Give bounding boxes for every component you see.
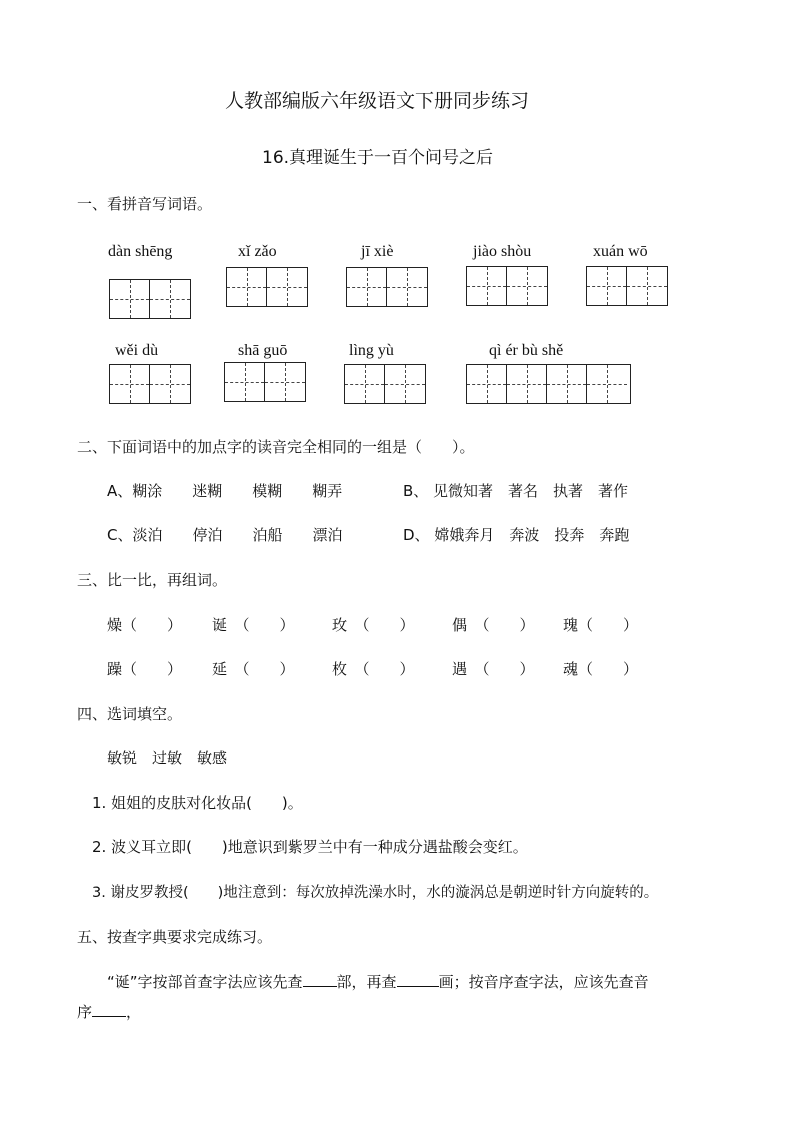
lesson-title: 16.真理诞生于一百个问号之后 — [262, 148, 494, 168]
word-pair-item[interactable]: 躁（ ） — [107, 660, 183, 678]
answer-blank[interactable] — [397, 972, 439, 987]
question-1[interactable]: 1. 姐姐的皮肤对化妆品( )。 — [92, 794, 303, 812]
pinyin-label: xǐ zǎo — [238, 243, 277, 260]
writing-grid[interactable] — [109, 279, 191, 319]
option-b[interactable]: B、 见微知著 著名 执著 著作 — [403, 482, 629, 500]
pinyin-label: shā guō — [238, 342, 288, 359]
section4-heading: 四、选词填空。 — [77, 705, 183, 723]
writing-grid[interactable] — [224, 362, 306, 402]
dictionary-question-line-2 — [77, 1001, 141, 1022]
word-pair-item[interactable]: 诞 （ ） — [212, 616, 295, 634]
writing-grid[interactable] — [344, 364, 426, 404]
word-pair-item[interactable]: 枚 （ ） — [332, 660, 415, 678]
section3-heading: 三、比一比，再组词。 — [77, 571, 228, 589]
question-text: “诞”字按部首查字法应该先查 — [107, 973, 303, 991]
answer-blank[interactable] — [303, 972, 337, 987]
section5-heading: 五、按查字典要求完成练习。 — [77, 928, 273, 946]
pinyin-label: lìng yù — [349, 342, 394, 359]
option-d[interactable]: D、 嫦娥奔月 奔波 投奔 奔跑 — [403, 526, 630, 544]
question-text: 画；按音序查字法，应该先查音 — [438, 973, 649, 991]
pinyin-label: xuán wō — [593, 243, 648, 260]
word-pair-item[interactable]: 玫 （ ） — [332, 616, 415, 634]
writing-grid[interactable] — [586, 266, 668, 306]
word-pair-item[interactable]: 延 （ ） — [212, 660, 295, 678]
section1-heading: 一、看拼音写词语。 — [77, 195, 213, 213]
pinyin-label: dàn shēng — [108, 243, 173, 260]
word-pair-item[interactable]: 魂（ ） — [563, 660, 639, 678]
answer-blank[interactable] — [92, 1002, 126, 1017]
section2-heading: 二、下面词语中的加点字的读音完全相同的一组是（ ）。 — [77, 438, 475, 456]
option-c[interactable]: C、淡泊 停泊 泊船 漂泊 — [107, 526, 343, 544]
word-pair-item[interactable]: 偶 （ ） — [452, 616, 535, 634]
pinyin-label: jī xiè — [361, 243, 394, 260]
option-a[interactable]: A、糊涂 迷糊 模糊 糊弄 — [107, 482, 343, 500]
pinyin-label: wěi dù — [115, 342, 159, 359]
writing-grid[interactable] — [466, 266, 548, 306]
question-text: ， — [126, 1003, 142, 1021]
writing-grid[interactable] — [109, 364, 191, 404]
page-title: 人教部编版六年级语文下册同步练习 — [225, 90, 530, 112]
pinyin-label: qì ér bù shě — [489, 342, 564, 359]
question-3[interactable]: 3. 谢皮罗教授( )地注意到：每次放掉洗澡水时，水的漩涡总是朝逆时针方向旋转的。 — [92, 885, 659, 901]
dictionary-question-line-1 — [107, 971, 649, 992]
question-2[interactable]: 2. 波义耳立即( )地意识到紫罗兰中有一种成分遇盐酸会变红。 — [92, 838, 528, 856]
word-pair-item[interactable]: 瑰（ ） — [563, 616, 639, 634]
writing-grid[interactable] — [226, 267, 308, 307]
writing-grid[interactable] — [466, 364, 631, 404]
writing-grid[interactable] — [346, 267, 428, 307]
question-text: 部，再查 — [336, 973, 397, 991]
question-text: 序 — [77, 1003, 93, 1021]
word-bank: 敏锐 过敏 敏感 — [107, 749, 228, 767]
word-pair-item[interactable]: 遇 （ ） — [452, 660, 535, 678]
word-pair-item[interactable]: 燥（ ） — [107, 616, 183, 634]
pinyin-label: jiào shòu — [473, 243, 532, 260]
